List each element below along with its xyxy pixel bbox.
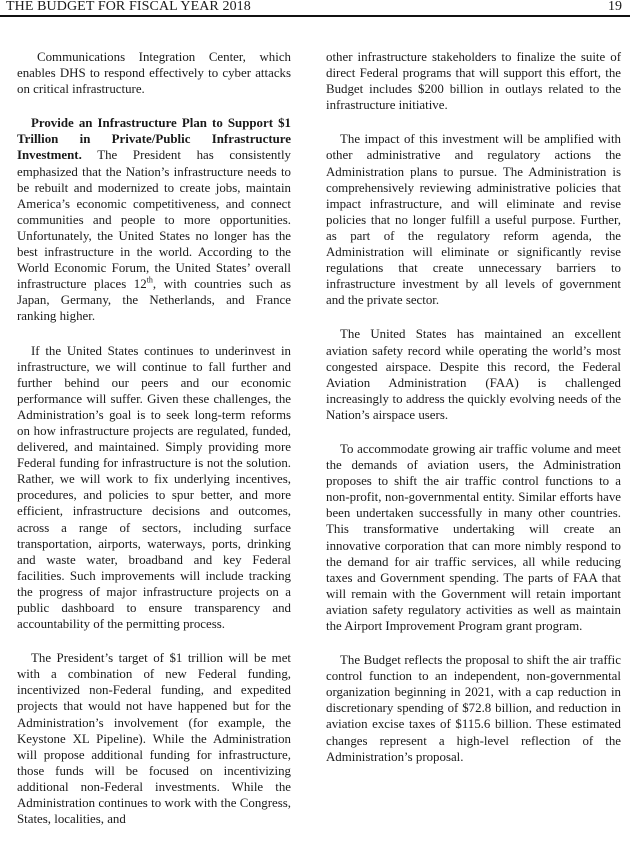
superscript-ordinal: th [146,275,153,285]
paragraph-air-traffic-control: To accommodate growing air traffic volume and meet the demands of aviation users, the Administration proposes to shift the air traffic control functions to a non-profit, non-governmental entity. Similar efforts have been undertaken successfully in many other countries. This transformative undertaking will create an innovative corporation that can more nimbly respond to the demand for air traffic services, all while reducing taxes and Government spending. The parts of FAA that will remain with the Government will retain important aviation safety regulatory activities as well as maintain the Airport Improvement Program grant program. [326,441,621,633]
paragraph-infrastructure-plan [17,115,291,324]
left-column [17,49,291,845]
paragraph-trillion-target: The President’s target of $1 trillion will be met with a combination of new Federal funding, incentivized non-Federal funding, and expedited projects that would not have happened but for the Administration’s involvement (for example, the Keystone XL Pipeline). While the Administration will propose additional funding for infrastructure, those funds will be focused on incentivizing additional non-Federal investments. While the Administration continues to work with the Congress, States, localities, and [17,651,291,827]
paragraph-aviation-safety: The United States has maintained an excellent aviation safety record while operating the world’s most congested airspace. Despite this record, the Federal Aviation Administration (FAA) is challenged increasingly to address the quickly evolving needs of the Nation’s airspace users. [326,327,621,422]
right-column [326,49,621,783]
paragraph-lead-heading: Provide an Infrastructure Plan to Support $1 Trillion in Private/Public Infrastructure Investment. [17,116,291,163]
paragraph-regulatory-actions: The impact of this investment will be amplified with other administrative and regulatory actions the Administration plans to pursue. The Administration is comprehensively reviewing administrative policies that impact infrastructure, and will eliminate and revise policies that no longer fulfill a useful purpose. Further, as part of the regulatory reform agenda, the Administration will eliminate or significantly revise regulations that create unnecessary barriers to infrastructure investment by all levels of government and the private sector. [326,132,621,308]
paragraph-body-end: , with countries such as Japan, Germany, the Netherlands, and France ranking higher. [17,277,291,324]
paragraph-underinvest: If the United States continues to underinvest in infrastructure, we will continue to fall further and further behind our peers and our economic performance will suffer. Given these challenges, the Administration’s goal is to seek long-term reforms on how infrastructure projects are regulated, funded, delivered, and maintained. Simply providing more Federal funding for infrastructure is not the solution. Rather, we will work to fix underlying incentives, procedures, and policies to spur better, and more efficient, infrastructure decisions and outcomes, across a range of sectors, including surface transportation, airports, waterways, ports, drinking and waste water, broadband and key Federal facilities. Such improvements will include tracking the progress of major infrastructure projects on a public dashboard to ensure transparency and accountability of the permitting process. [17,343,291,632]
running-header [0,0,636,17]
page-number: 19 [608,0,622,14]
header-title: THE BUDGET FOR FISCAL YEAR 2018 [6,0,251,14]
header-rule [0,15,630,17]
paragraph-budget-proposal: The Budget reflects the proposal to shift the air traffic control function to an independent, non-governmental organization beginning in 2021, with a cap reduction in discretionary spending of $72.8 billion, and reduction in aviation excise taxes of $115.6 billion. These estimated changes represent a high-level reflection of the Administration’s proposal. [326,653,621,764]
paragraph-stakeholders-continued: other infrastructure stakeholders to finalize the suite of direct Federal programs that will support this effort, the Budget includes $200 billion in outlays related to the infrastructure initiative. [326,50,621,113]
paragraph-cyber-continued: Communications Integration Center, which enables DHS to respond effectively to cyber attacks on critical infrastructure. [17,50,291,97]
paragraph-body: The President has consistently emphasized that the Nation’s infrastructure needs to be rebuilt and modernized to create jobs, maintain America’s economic competitiveness, and connect communities and people to more opportunities. Unfortunately, the United States no longer has the best infrastructure in the world. According to the World Economic Forum, the United States’ overall infrastructure places 12 [17,148,291,292]
